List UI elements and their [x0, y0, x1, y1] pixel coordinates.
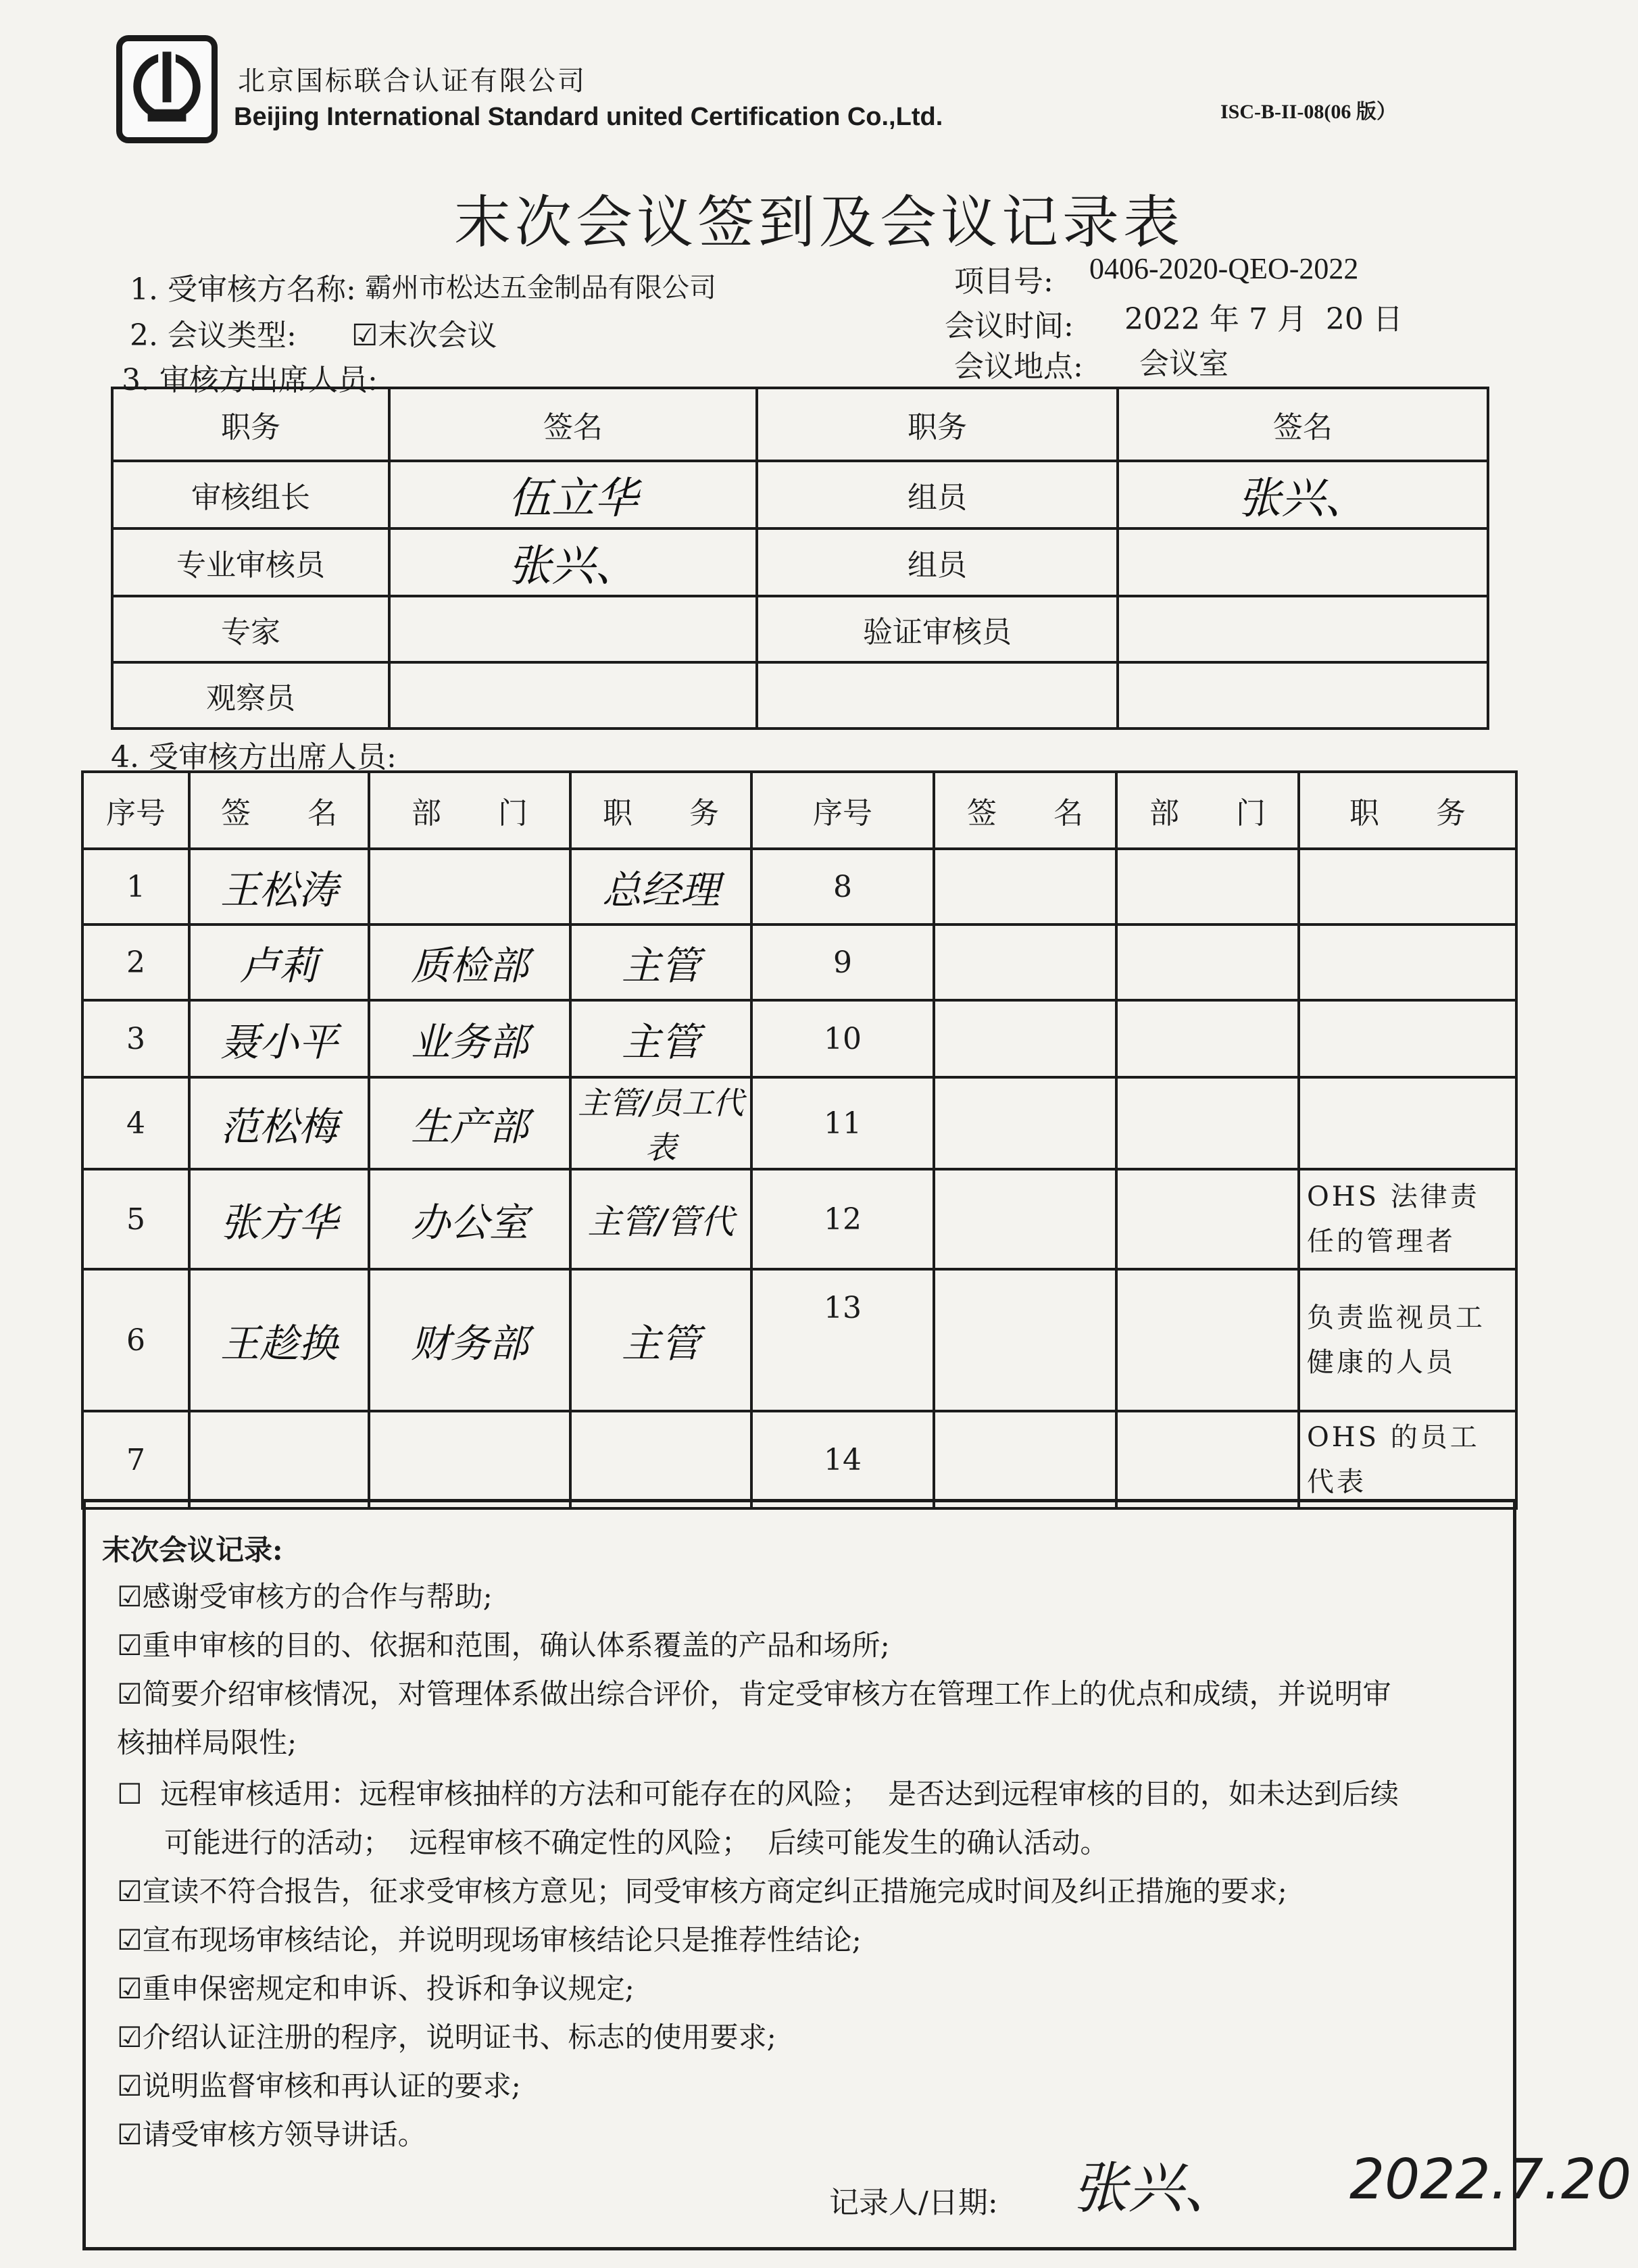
position-cell	[1299, 925, 1516, 1000]
signature-cell: 伍立华	[389, 461, 757, 528]
header-number: 序号	[751, 772, 934, 849]
table-header-row	[112, 388, 1488, 461]
signature-cell: 王松涛	[189, 849, 369, 925]
header-role: 职务	[112, 388, 389, 461]
header-number: 序号	[82, 772, 189, 849]
form-code: ISC-B-II-08(06 版）	[1220, 101, 1397, 123]
department-cell	[369, 849, 570, 925]
department-cell	[1116, 849, 1299, 925]
audit-team-label: 3. 审核方出席人员:	[122, 363, 378, 397]
header-signature: 签名	[1118, 388, 1488, 461]
number-cell: 4	[82, 1077, 189, 1169]
signature-cell	[934, 1411, 1116, 1508]
project-value: 0406-2020-QEO-2022	[1089, 252, 1359, 285]
place-value: 会议室	[1139, 347, 1228, 381]
signature-cell: 张方华	[189, 1169, 369, 1269]
position-cell	[570, 1411, 751, 1508]
table-row	[112, 662, 1488, 729]
signature-cell: 范松梅	[189, 1077, 369, 1169]
recorder-date: 2022.7.20	[1349, 2148, 1632, 2212]
record-item: ☑简要介绍审核情况，对管理体系做出综合评价，肯定受审核方在管理工作上的优点和成绩，并说明审	[117, 1677, 1391, 1710]
record-item: 可能进行的活动； 远程审核不确定性的风险； 后续可能发生的确认活动。	[164, 1826, 1109, 1859]
department-cell	[1116, 1000, 1299, 1077]
department-cell: 质检部	[369, 925, 570, 1000]
table-row	[82, 1077, 1516, 1169]
signature-cell: 聂小平	[189, 1000, 369, 1077]
recorder-label: 记录人/日期:	[829, 2186, 998, 2220]
header-department: 部 门	[1116, 772, 1299, 849]
number-cell: 11	[751, 1077, 934, 1169]
audit-team-table	[111, 387, 1489, 730]
role-cell: 专家	[112, 596, 389, 662]
table-header-row	[82, 772, 1516, 849]
record-item: ☑重申审核的目的、依据和范围，确认体系覆盖的产品和场所;	[117, 1629, 890, 1662]
record-item: 核抽样局限性;	[117, 1726, 297, 1759]
department-cell: 办公室	[369, 1169, 570, 1269]
record-item: ☑宣布现场审核结论，并说明现场审核结论只是推荐性结论;	[117, 1923, 862, 1956]
position-cell: 主管/员工代表	[570, 1077, 751, 1169]
signature-cell: 卢莉	[189, 925, 369, 1000]
position-cell: 主管	[570, 1269, 751, 1411]
time-label: 会议时间:	[945, 309, 1074, 343]
company-name-en: Beijing International Standard united Certification Co.,Ltd.	[234, 103, 943, 131]
role-cell: 验证审核员	[757, 596, 1118, 662]
meeting-type-label: 2. 会议类型:	[130, 318, 297, 353]
auditee-value: 霸州市松达五金制品有限公司	[365, 272, 716, 303]
signature-cell	[934, 1000, 1116, 1077]
signature-cell	[389, 596, 757, 662]
number-cell: 5	[82, 1169, 189, 1269]
header-position: 职 务	[1299, 772, 1516, 849]
signature-cell	[1118, 662, 1488, 729]
record-item: ☑请受审核方领导讲话。	[117, 2118, 426, 2151]
number-cell: 8	[751, 849, 934, 925]
signature-cell: 张兴、	[389, 528, 757, 596]
project-label: 项目号:	[954, 264, 1053, 299]
signature-cell	[389, 662, 757, 729]
position-cell	[1299, 1000, 1516, 1077]
role-cell: 组员	[757, 528, 1118, 596]
department-cell	[1116, 1269, 1299, 1411]
table-row	[82, 1411, 1516, 1508]
number-cell: 3	[82, 1000, 189, 1077]
signature-cell	[189, 1411, 369, 1508]
record-item: ☑宣读不符合报告，征求受审核方意见；同受审核方商定纠正措施完成时间及纠正措施的要求;	[117, 1875, 1287, 1908]
record-item: ☑说明监督审核和再认证的要求;	[117, 2069, 521, 2102]
department-cell: 业务部	[369, 1000, 570, 1077]
signature-cell: 王趁换	[189, 1269, 369, 1411]
record-item: ☑重申保密规定和申诉、投诉和争议规定;	[117, 1972, 635, 2005]
records-title: 末次会议记录:	[102, 1533, 283, 1567]
table-row	[82, 1000, 1516, 1077]
header-department: 部 门	[369, 772, 570, 849]
company-logo-icon	[122, 41, 212, 137]
position-cell	[1299, 1077, 1516, 1169]
number-cell: 9	[751, 925, 934, 1000]
position-cell: OHS 的员工代表	[1299, 1411, 1516, 1508]
number-cell: 7	[82, 1411, 189, 1508]
page-title: 末次会议签到及会议记录表	[453, 189, 1184, 255]
signature-cell	[934, 1169, 1116, 1269]
header-role: 职务	[757, 388, 1118, 461]
position-cell: 总经理	[570, 849, 751, 925]
department-cell	[1116, 1077, 1299, 1169]
number-cell: 14	[751, 1411, 934, 1508]
record-item: ☑介绍认证注册的程序，说明证书、标志的使用要求;	[117, 2021, 776, 2054]
table-row	[82, 1269, 1516, 1411]
department-cell: 生产部	[369, 1077, 570, 1169]
auditee-attendees-label: 4. 受审核方出席人员:	[111, 740, 397, 774]
position-cell: 主管	[570, 925, 751, 1000]
number-cell: 6	[82, 1269, 189, 1411]
department-cell	[1116, 1411, 1299, 1508]
role-cell: 观察员	[112, 662, 389, 729]
header-signature: 签名	[389, 388, 757, 461]
header-signature: 签 名	[934, 772, 1116, 849]
signature-cell	[934, 1269, 1116, 1411]
department-cell	[369, 1411, 570, 1508]
position-cell: 负责监视员工健康的人员	[1299, 1269, 1516, 1411]
record-item: ☐ 远程审核适用：远程审核抽样的方法和可能存在的风险； 是否达到远程审核的目的，如未达到后续	[117, 1777, 1399, 1810]
signature-cell	[934, 1077, 1116, 1169]
table-row	[82, 849, 1516, 925]
position-cell: OHS 法律责任的管理者	[1299, 1169, 1516, 1269]
auditee-label: 1. 受审核方名称:	[130, 272, 356, 307]
number-cell: 13	[751, 1269, 934, 1411]
signature-cell	[934, 849, 1116, 925]
role-cell	[757, 662, 1118, 729]
position-cell: 主管	[570, 1000, 751, 1077]
place-label: 会议地点:	[954, 349, 1083, 384]
record-item: ☑感谢受审核方的合作与帮助;	[117, 1580, 493, 1613]
department-cell	[1116, 925, 1299, 1000]
signature-cell	[934, 925, 1116, 1000]
header-signature: 签 名	[189, 772, 369, 849]
signature-cell: 张兴、	[1118, 461, 1488, 528]
role-cell: 组员	[757, 461, 1118, 528]
signature-cell	[1118, 596, 1488, 662]
time-value: 2022 年 7 月 20 日	[1124, 302, 1403, 337]
table-row	[82, 925, 1516, 1000]
department-cell	[1116, 1169, 1299, 1269]
auditee-attendees-table	[81, 770, 1518, 1510]
company-logo	[116, 35, 218, 143]
recorder-signature: 张兴、	[1072, 2156, 1239, 2221]
meeting-type-value: ☑末次会议	[351, 318, 497, 353]
table-row	[82, 1169, 1516, 1269]
number-cell: 10	[751, 1000, 934, 1077]
company-name-cn: 北京国标联合认证有限公司	[238, 66, 587, 97]
table-row	[112, 461, 1488, 528]
department-cell: 财务部	[369, 1269, 570, 1411]
number-cell: 2	[82, 925, 189, 1000]
position-cell	[1299, 849, 1516, 925]
header-position: 职 务	[570, 772, 751, 849]
role-cell: 专业审核员	[112, 528, 389, 596]
table-row	[112, 528, 1488, 596]
role-cell: 审核组长	[112, 461, 389, 528]
meeting-records-box	[82, 1499, 1632, 2250]
signature-cell	[1118, 528, 1488, 596]
number-cell: 1	[82, 849, 189, 925]
position-cell: 主管/管代	[570, 1169, 751, 1269]
number-cell: 12	[751, 1169, 934, 1269]
table-row	[112, 596, 1488, 662]
